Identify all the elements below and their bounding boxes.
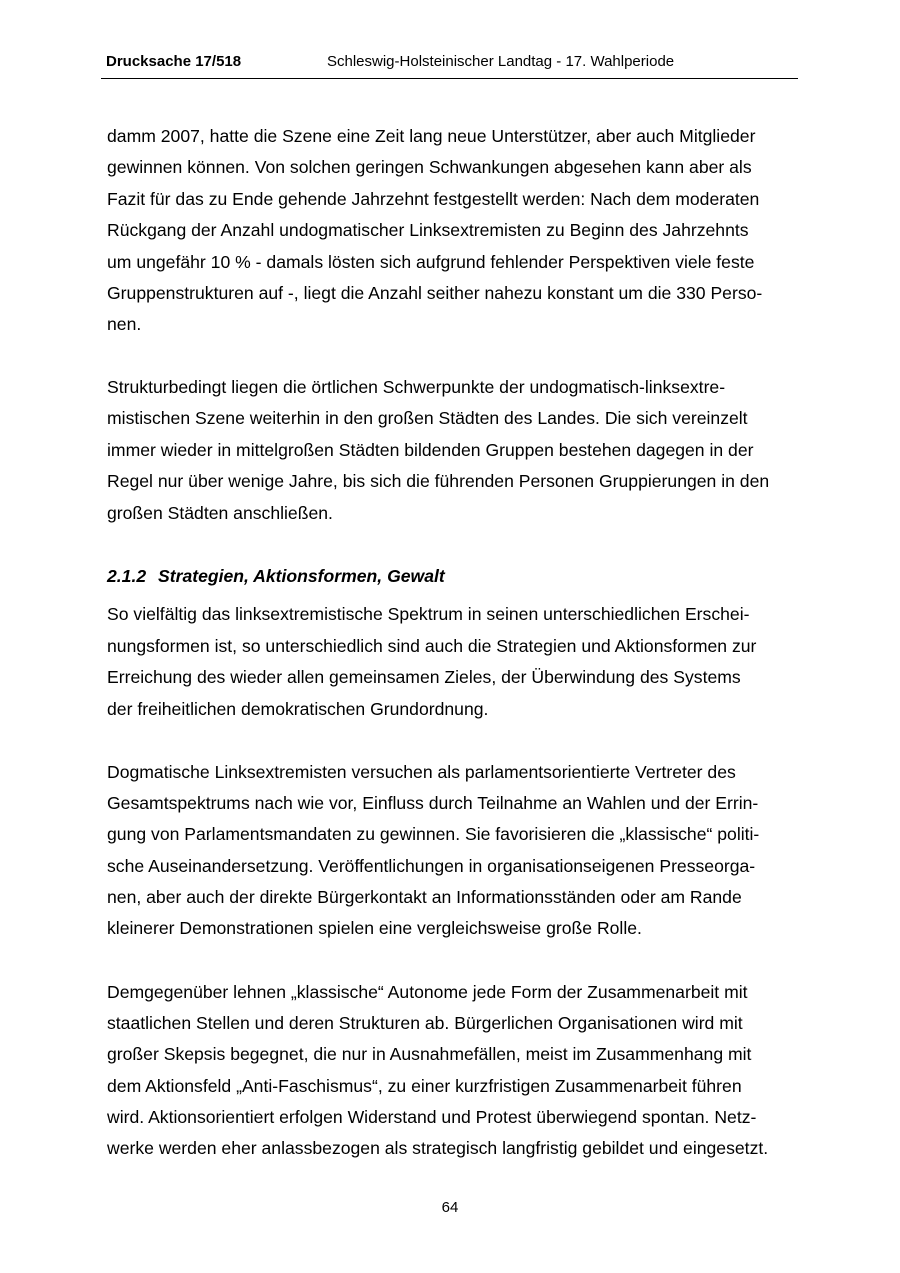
text-line: Demgegenüber lehnen „klassische“ Autonome jede Form der Zusammenarbeit mit	[107, 982, 748, 1002]
text-line: Regel nur über wenige Jahre, bis sich die führenden Personen Gruppierungen in den	[107, 471, 770, 491]
page-number: 64	[441, 1199, 459, 1216]
text-line: Rückgang der Anzahl undogmatischer Linksextremisten zu Beginn des Jahrzehnts	[107, 220, 749, 240]
text-line: sche Auseinandersetzung. Veröffentlichungen in organisationseigenen Presseorga-	[107, 856, 756, 876]
section-heading	[107, 564, 445, 588]
text-line: nen, aber auch der direkte Bürgerkontakt an Informationsständen oder am Rande	[107, 887, 742, 907]
text-line: nungsformen ist, so unterschiedlich sind auch die Strategien und Aktionsformen zur	[107, 636, 757, 656]
text-line: staatlichen Stellen und deren Strukturen ab. Bürgerlichen Organisationen wird mit	[107, 1013, 743, 1033]
text-line: werke werden eher anlassbezogen als strategisch langfristig gebildet und eingesetzt.	[107, 1138, 769, 1158]
text-line: Erreichung des wieder allen gemeinsamen Zieles, der Überwindung des Systems	[107, 667, 741, 687]
text-line: damm 2007, hatte die Szene eine Zeit lang neue Unterstützer, aber auch Mitglieder	[107, 126, 756, 146]
text-line: Fazit für das zu Ende gehende Jahrzehnt festgestellt werden: Nach dem moderaten	[107, 189, 760, 209]
text-line: großer Skepsis begegnet, die nur in Ausnahmefällen, meist im Zusammenhang mit	[107, 1044, 752, 1064]
text-line: wird. Aktionsorientiert erfolgen Widerstand und Protest überwiegend spontan. Netz-	[107, 1107, 757, 1127]
text-line: gung von Parlamentsmandaten zu gewinnen. Sie favorisieren die „klassische“ politi-	[107, 824, 760, 844]
section-number: 2.1.2	[107, 566, 147, 586]
text-line: Strukturbedingt liegen die örtlichen Schwerpunkte der undogmatisch-linksextre-	[107, 377, 726, 397]
text-line: der freiheitlichen demokratischen Grundordnung.	[107, 699, 489, 719]
text-line: dem Aktionsfeld „Anti-Faschismus“, zu einer kurzfristigen Zusammenarbeit führen	[107, 1076, 742, 1096]
page-header	[101, 50, 798, 79]
text-line: immer wieder in mittelgroßen Städten bildenden Gruppen bestehen dagegen in der	[107, 440, 754, 460]
text-line: kleinerer Demonstrationen spielen eine vergleichsweise große Rolle.	[107, 918, 642, 938]
section-title: Strategien, Aktionsformen, Gewalt	[158, 566, 445, 586]
text-line: Dogmatische Linksextremisten versuchen als parlamentsorientierte Vertreter des	[107, 762, 736, 782]
text-line: nen.	[107, 314, 142, 334]
text-line: großen Städten anschließen.	[107, 503, 333, 523]
text-line: um ungefähr 10 % - damals lösten sich aufgrund fehlender Perspektiven viele feste	[107, 252, 755, 272]
text-line: Gruppenstrukturen auf -, liegt die Anzahl seither nahezu konstant um die 330 Perso-	[107, 283, 763, 303]
text-line: gewinnen können. Von solchen geringen Schwankungen abgesehen kann aber als	[107, 157, 752, 177]
parliament-title: Schleswig-Holsteinischer Landtag - 17. Wahlperiode	[327, 53, 675, 70]
text-line: mistischen Szene weiterhin in den großen Städten des Landes. Die sich vereinzelt	[107, 408, 748, 428]
text-line: Gesamtspektrums nach wie vor, Einfluss durch Teilnahme an Wahlen und der Errin-	[107, 793, 759, 813]
text-line: So vielfältig das linksextremistische Spektrum in seinen unterschiedlichen Erschei-	[107, 604, 750, 624]
document-number: Drucksache 17/518	[106, 53, 242, 70]
